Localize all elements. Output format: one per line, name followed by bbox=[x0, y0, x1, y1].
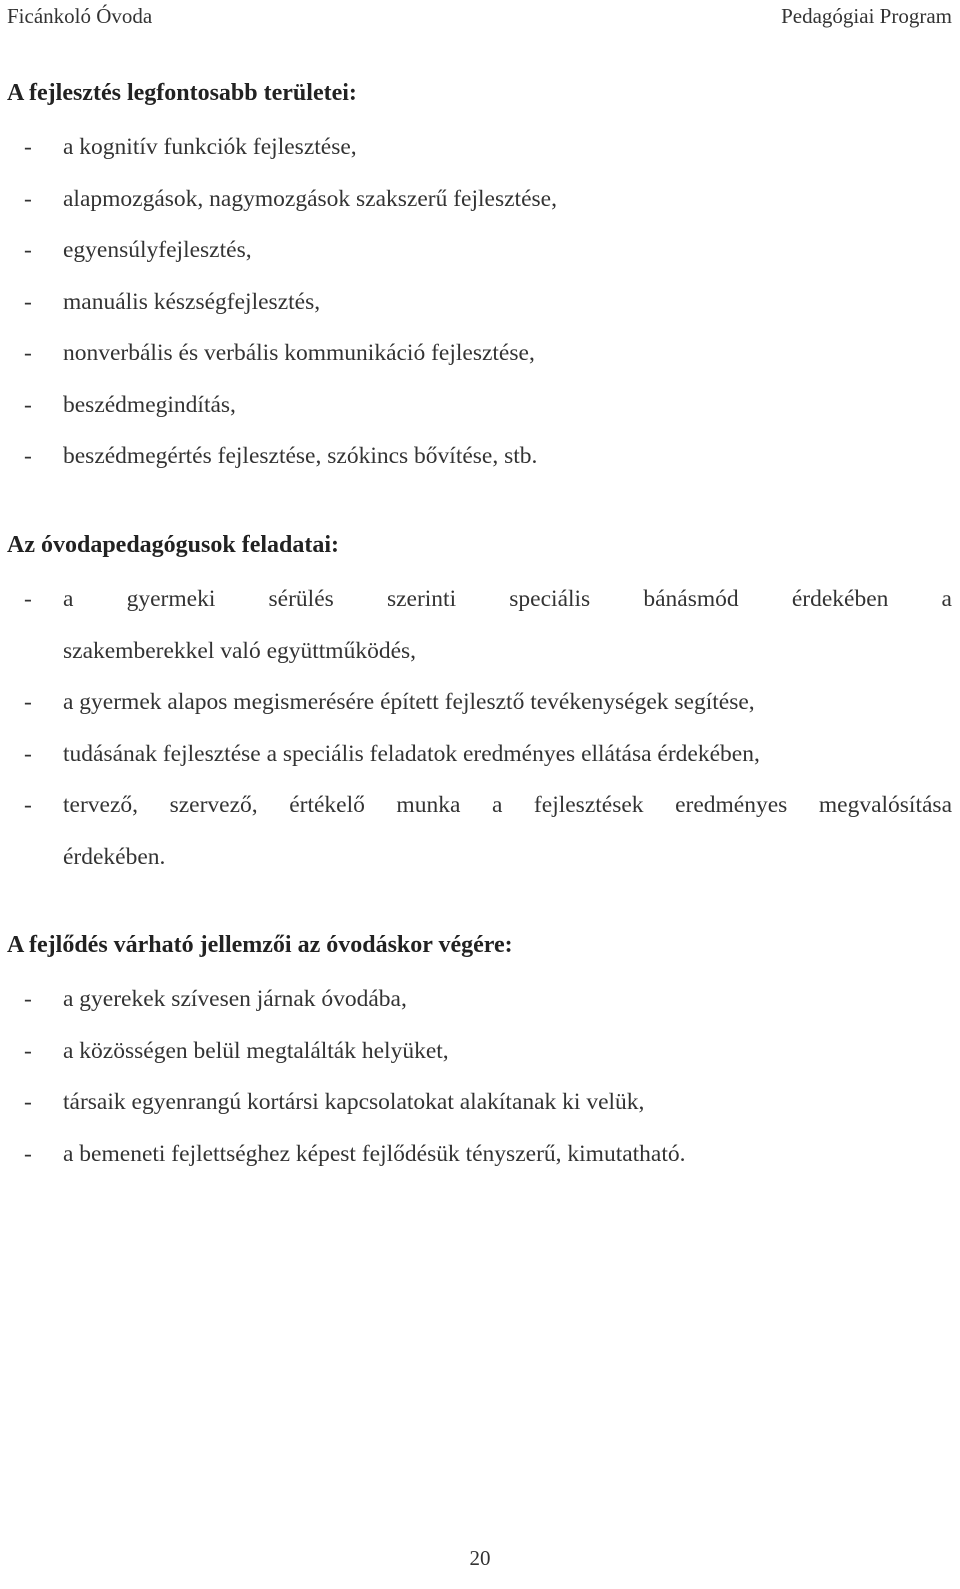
list-item-text: a közösségen belül megtalálták helyüket, bbox=[63, 1037, 449, 1064]
bullet-dash: - bbox=[24, 443, 32, 469]
bullet-dash: - bbox=[24, 1037, 32, 1064]
list-item-text: a gyermeki sérülés szerinti speciális bánásmód érdekében a bbox=[63, 586, 952, 612]
list-item bbox=[7, 1129, 952, 1181]
bullet-dash: - bbox=[24, 1089, 32, 1115]
list-item bbox=[7, 277, 952, 329]
bullet-dash: - bbox=[24, 986, 32, 1012]
bullet-dash: - bbox=[24, 1140, 32, 1167]
expected-outcomes-list bbox=[7, 974, 952, 1180]
bullet-dash: - bbox=[24, 185, 32, 212]
bullet-dash: - bbox=[24, 689, 32, 715]
section-heading: A fejlődés várható jellemzői az óvodáskor végére: bbox=[7, 932, 513, 958]
bullet-dash: - bbox=[24, 586, 32, 612]
list-item-text: alapmozgások, nagymozgások szakszerű fejlesztése, bbox=[63, 185, 557, 212]
section-teacher-tasks bbox=[7, 522, 952, 883]
list-item-text: beszédmegindítás, bbox=[63, 391, 236, 418]
list-item bbox=[7, 677, 952, 729]
list-item-text: beszédmegértés fejlesztése, szókincs bővítése, stb. bbox=[63, 443, 538, 469]
list-item bbox=[7, 431, 952, 483]
list-item-text: nonverbális és verbális kommunikáció fejlesztése, bbox=[63, 340, 535, 366]
bullet-dash: - bbox=[24, 134, 32, 160]
header-school-name: Ficánkoló Óvoda bbox=[7, 4, 153, 28]
section-heading: A fejlesztés legfontosabb területei: bbox=[7, 80, 357, 106]
list-item bbox=[7, 1077, 952, 1129]
list-item bbox=[7, 974, 952, 1026]
list-item bbox=[7, 225, 952, 277]
list-item-text: manuális készségfejlesztés, bbox=[63, 288, 321, 315]
section-expected-outcomes bbox=[7, 922, 952, 1180]
bullet-dash: - bbox=[24, 391, 32, 418]
list-item bbox=[7, 729, 952, 781]
list-item bbox=[7, 328, 952, 380]
list-item-text: a gyerekek szívesen járnak óvodába, bbox=[63, 986, 407, 1012]
bullet-dash: - bbox=[24, 288, 32, 315]
section-development-areas bbox=[7, 70, 952, 483]
list-item-text: tudásának fejlesztése a speciális feladatok eredményes ellátása érdekében, bbox=[63, 740, 760, 767]
list-item bbox=[7, 574, 952, 677]
bullet-dash: - bbox=[24, 340, 32, 366]
list-item-text: a gyermek alapos megismerésére épített fejlesztő tevékenységek segítése, bbox=[63, 689, 755, 715]
development-areas-list bbox=[7, 122, 952, 483]
list-item-text: egyensúlyfejlesztés, bbox=[63, 237, 252, 263]
list-item bbox=[7, 1026, 952, 1078]
list-item bbox=[7, 780, 952, 883]
list-item-text-continuation: érdekében. bbox=[63, 843, 166, 870]
bullet-dash: - bbox=[24, 792, 32, 818]
list-item-text: tervező, szervező, értékelő munka a fejlesztések eredményes megvalósítása bbox=[63, 792, 952, 818]
page-header bbox=[7, 4, 952, 34]
teacher-tasks-list bbox=[7, 574, 952, 883]
list-item-text: a kognitív funkciók fejlesztése, bbox=[63, 134, 357, 160]
list-item-text: a bemeneti fejlettséghez képest fejlődésük tényszerű, kimutatható. bbox=[63, 1140, 686, 1167]
header-document-title: Pedagógiai Program bbox=[781, 4, 952, 28]
section-heading: Az óvodapedagógusok feladatai: bbox=[7, 532, 340, 558]
bullet-dash: - bbox=[24, 237, 32, 263]
list-item-text: társaik egyenrangú kortársi kapcsolatokat alakítanak ki velük, bbox=[63, 1089, 645, 1115]
list-item bbox=[7, 380, 952, 432]
list-item bbox=[7, 122, 952, 174]
list-item-text-continuation: szakemberekkel való együttműködés, bbox=[63, 637, 417, 664]
list-item bbox=[7, 174, 952, 226]
bullet-dash: - bbox=[24, 740, 32, 767]
page-number: 20 bbox=[469, 1546, 491, 1570]
